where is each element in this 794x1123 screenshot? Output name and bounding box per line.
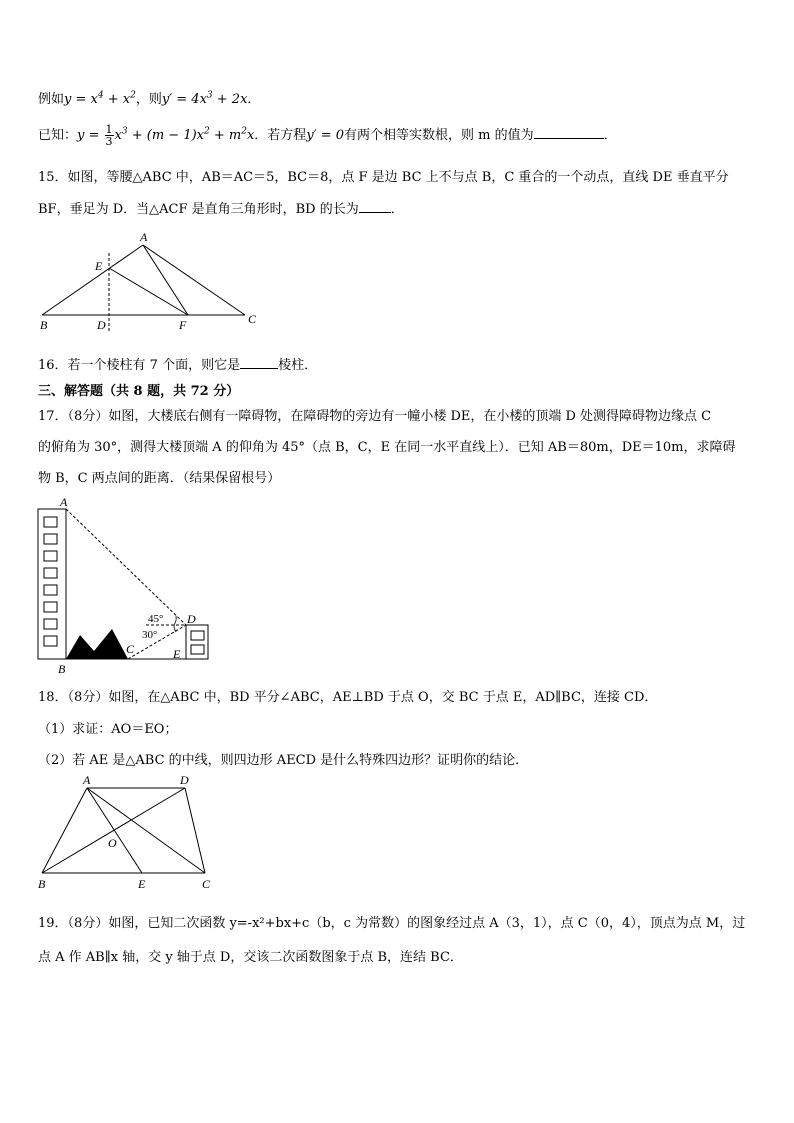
angle-arc-45 xyxy=(174,616,176,625)
q17-label-C: C xyxy=(126,642,135,656)
q16-line xyxy=(38,354,317,373)
fraction-one-third xyxy=(105,124,114,147)
q17-figure xyxy=(30,495,230,680)
known-y-eq: y = xyxy=(77,128,100,143)
term1: x xyxy=(114,128,122,143)
q17-label-D: D xyxy=(187,612,196,626)
q19-line1: 19．（8分）如图，已知二次函数 y=-x²+bx+c（b，c 为常数）的图象经过点 A（3，1），点 C（0，4），顶点为点 M，过 xyxy=(38,916,746,931)
frac-num: 1 xyxy=(105,123,113,136)
q16-text: 16．若一个棱柱有 7 个面，则它是 xyxy=(38,358,241,373)
known-prefix: 已知： xyxy=(38,128,78,143)
formula1-rest: + x xyxy=(103,92,131,107)
q15-label-C: C xyxy=(248,312,257,326)
example-end: ． xyxy=(247,92,261,107)
q17-label-A: A xyxy=(60,495,68,509)
q15-label-B: B xyxy=(40,318,48,332)
answer-blank-14[interactable] xyxy=(534,126,604,139)
q17-line2: 的俯角为 30°，测得大楼顶端 A 的仰角为 45°（点 B，C，E 在同一水平直线上）．已知 AB＝80m，DE＝10m，求障碍 xyxy=(38,440,736,455)
obstacle xyxy=(66,629,128,659)
small-building-window-1 xyxy=(191,631,204,640)
q18-side-AB xyxy=(42,788,87,873)
q15-label-F: F xyxy=(179,318,187,332)
term2: + (m − 1)x xyxy=(127,128,204,143)
q18-label-C: C xyxy=(202,877,211,891)
q19-line2: 点 A 作 AB∥x 轴，交 y 轴于点 D，交该二次函数图象于点 B，连结 BC． xyxy=(38,950,463,965)
q15-segment-EF xyxy=(109,268,188,315)
q15-label-D: D xyxy=(97,318,106,332)
q17-angle-45: 45° xyxy=(148,613,164,625)
known-eq: y′ = 0 xyxy=(306,128,345,143)
answer-blank-16[interactable] xyxy=(240,356,278,369)
known-line xyxy=(38,124,617,147)
frac-den: 3 xyxy=(105,135,113,148)
q15-label-A: A xyxy=(140,230,148,244)
q15-figure xyxy=(30,225,270,335)
section-heading: 三、解答题（共 8 题，共 72 分） xyxy=(38,384,240,399)
formula2-rest: + 2x xyxy=(212,92,248,107)
known-text1: ．若方程 xyxy=(254,128,307,143)
example-prefix: 例如 xyxy=(38,92,65,107)
q18-sub2: （2）若 AE 是△ABC 的中线，则四边形 AECD 是什么特殊四边形？证明你的结论． xyxy=(38,753,529,768)
q17-label-E: E xyxy=(173,647,181,661)
angle-arc-30 xyxy=(174,625,176,632)
q18-segment-AE xyxy=(87,788,142,873)
known-poly: $x^3 + (m - 1)x^2 + m^2x$ xyxy=(114,126,255,143)
q18-label-D: D xyxy=(180,773,189,787)
q18-label-O: O xyxy=(108,836,117,850)
q15-line2-text: BF，垂足为 D．当△ACF 是直角三角形时，BD 的长为 xyxy=(38,202,359,217)
q15-segment-AF xyxy=(143,245,188,315)
q15-side-BA xyxy=(42,245,143,315)
formula1-lhs: y = x xyxy=(64,92,98,107)
q18-label-B: B xyxy=(38,877,46,891)
q18-segment-BD xyxy=(42,788,185,873)
q15-label-E: E xyxy=(95,259,103,273)
q17-line1: 17．（8分）如图，大楼底右侧有一障碍物，在障碍物的旁边有一幢小楼 DE，在小楼的顶端 D 处测得障碍物边缘点 C xyxy=(38,409,712,424)
q18-diagonal-AC xyxy=(87,788,205,873)
sight-line-DA xyxy=(66,509,186,625)
q16-text-end: 棱柱． xyxy=(278,358,318,373)
example-formula1: $y = x^4 + x^2$ xyxy=(64,90,136,107)
known-text2: 有两个相等实数根，则 m 的值为 xyxy=(344,128,534,143)
q17-angle-30: 30° xyxy=(142,629,158,641)
formula2-lhs: y′ = 4x xyxy=(161,92,207,107)
q15-side-AC xyxy=(143,245,245,315)
q18-line1: 18．（8分）如图，在△ABC 中，BD 平分∠ABC，AE⊥BD 于点 O，交 BC 于点 E，AD∥BC，连接 CD． xyxy=(38,690,658,705)
q17-label-B: B xyxy=(58,662,66,676)
q18-sub1: （1）求证：AO＝EO； xyxy=(38,722,178,737)
example-formula2: $y' = 4x^3 + 2x$ xyxy=(161,90,248,107)
example-line xyxy=(38,88,260,107)
q15-line2 xyxy=(38,198,404,217)
known-end: ． xyxy=(603,128,617,143)
q17-line3: 物 B，C 两点间的距离．（结果保留根号） xyxy=(38,471,281,486)
answer-blank-15[interactable] xyxy=(359,200,391,213)
q15-line1: 15．如图，等腰△ABC 中，AB＝AC＝5，BC＝8，点 F 是边 BC 上不与点 B，C 重合的一个动点，直线 DE 垂直平分 xyxy=(38,170,729,185)
q18-label-A: A xyxy=(83,773,91,787)
q15-line2-end: ． xyxy=(390,202,404,217)
term3: + m xyxy=(209,128,242,143)
term3b: x xyxy=(246,128,255,143)
small-building-window-2 xyxy=(191,645,204,654)
q18-figure xyxy=(30,770,230,895)
example-mid: ，则 xyxy=(135,92,162,107)
q18-label-E: E xyxy=(138,877,146,891)
